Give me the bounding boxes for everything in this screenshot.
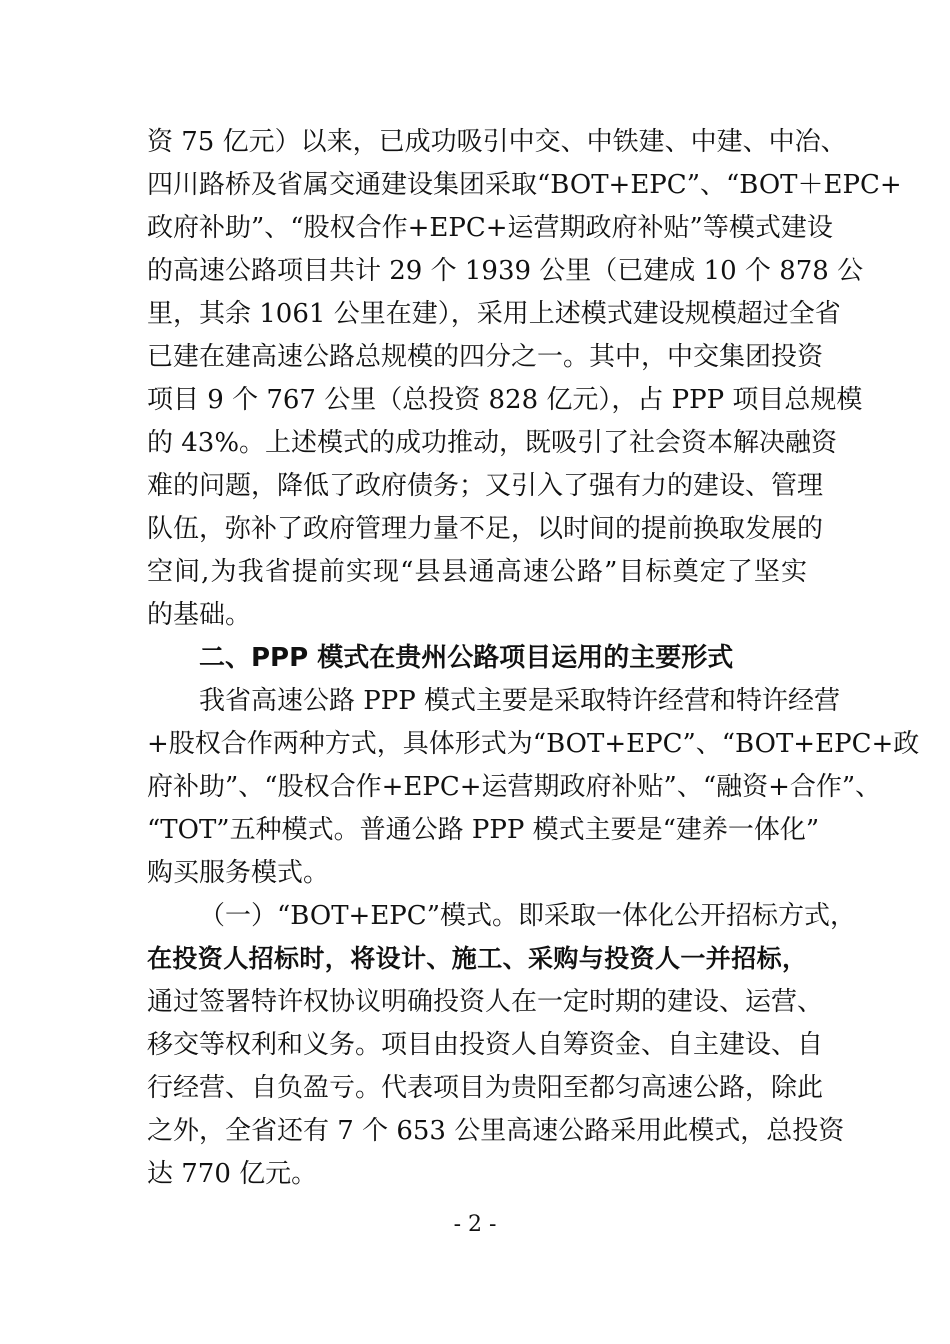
paragraph-line-6: 已建在建高速公路总规模的四分之一。其中，中交集团投资 bbox=[147, 342, 824, 372]
paragraph-line-18: （一）“BOT+EPC”模式。即采取一体化公开招标方式， bbox=[199, 901, 856, 931]
paragraph-line-2: 四川路桥及省属交通建设集团采取“BOT+EPC”、“BOT＋EPC+ bbox=[147, 170, 902, 200]
paragraph-line-15: 府补助”、“股权合作+EPC+运营期政府补贴”、“融资+合作”、 bbox=[147, 772, 882, 802]
paragraph-line-19: 在投资人招标时，将设计、施工、采购与投资人一并招标， bbox=[147, 944, 807, 973]
paragraph-line-24: 达 770 亿元。 bbox=[147, 1159, 318, 1189]
paragraph-line-1: 资 75 亿元）以来，已成功吸引中交、中铁建、中建、中冶、 bbox=[147, 127, 847, 157]
paragraph-line-23: 之外，全省还有 7 个 653 公里高速公路采用此模式，总投资 bbox=[147, 1116, 845, 1146]
paragraph-line-11: 空间,为我省提前实现“县县通高速公路”目标奠定了坚实 bbox=[147, 557, 807, 587]
paragraph-line-5: 里，其余 1061 公里在建），采用上述模式建设规模超过全省 bbox=[147, 299, 841, 329]
paragraph-line-13: 我省高速公路 PPP 模式主要是采取特许经营和特许经营 bbox=[199, 686, 841, 716]
paragraph-line-16: “TOT”五种模式。普通公路 PPP 模式主要是“建养一体化” bbox=[147, 815, 820, 845]
paragraph-line-21: 移交等权利和义务。项目由投资人自筹资金、自主建设、自 bbox=[147, 1030, 824, 1060]
section-heading: 二、PPP 模式在贵州公路项目运用的主要形式 bbox=[199, 643, 734, 673]
paragraph-line-10: 队伍，弥补了政府管理力量不足，以时间的提前换取发展的 bbox=[147, 514, 824, 544]
paragraph-line-12: 的基础。 bbox=[147, 600, 252, 630]
paragraph-line-8: 的 43%。上述模式的成功推动，既吸引了社会资本解决融资 bbox=[147, 428, 838, 458]
paragraph-line-3: 政府补助”、“股权合作+EPC+运营期政府补贴”等模式建设 bbox=[147, 213, 833, 243]
paragraph-line-17: 购买服务模式。 bbox=[147, 858, 330, 888]
paragraph-line-20: 通过签署特许权协议明确投资人在一定时期的建设、运营、 bbox=[147, 987, 824, 1017]
paragraph-line-9: 难的问题，降低了政府债务；又引入了强有力的建设、管理 bbox=[147, 471, 824, 501]
page-number: - 2 - bbox=[453, 1212, 497, 1237]
paragraph-line-7: 项目 9 个 767 公里（总投资 828 亿元），占 PPP 项目总规模 bbox=[147, 385, 863, 415]
paragraph-line-14: +股权合作两种方式，具体形式为“BOT+EPC”、“BOT+EPC+政 bbox=[147, 729, 920, 759]
paragraph-line-4: 的高速公路项目共计 29 个 1939 公里（已建成 10 个 878 公 bbox=[147, 256, 864, 286]
paragraph-line-22: 行经营、自负盈亏。代表项目为贵阳至都匀高速公路，除此 bbox=[147, 1073, 824, 1103]
